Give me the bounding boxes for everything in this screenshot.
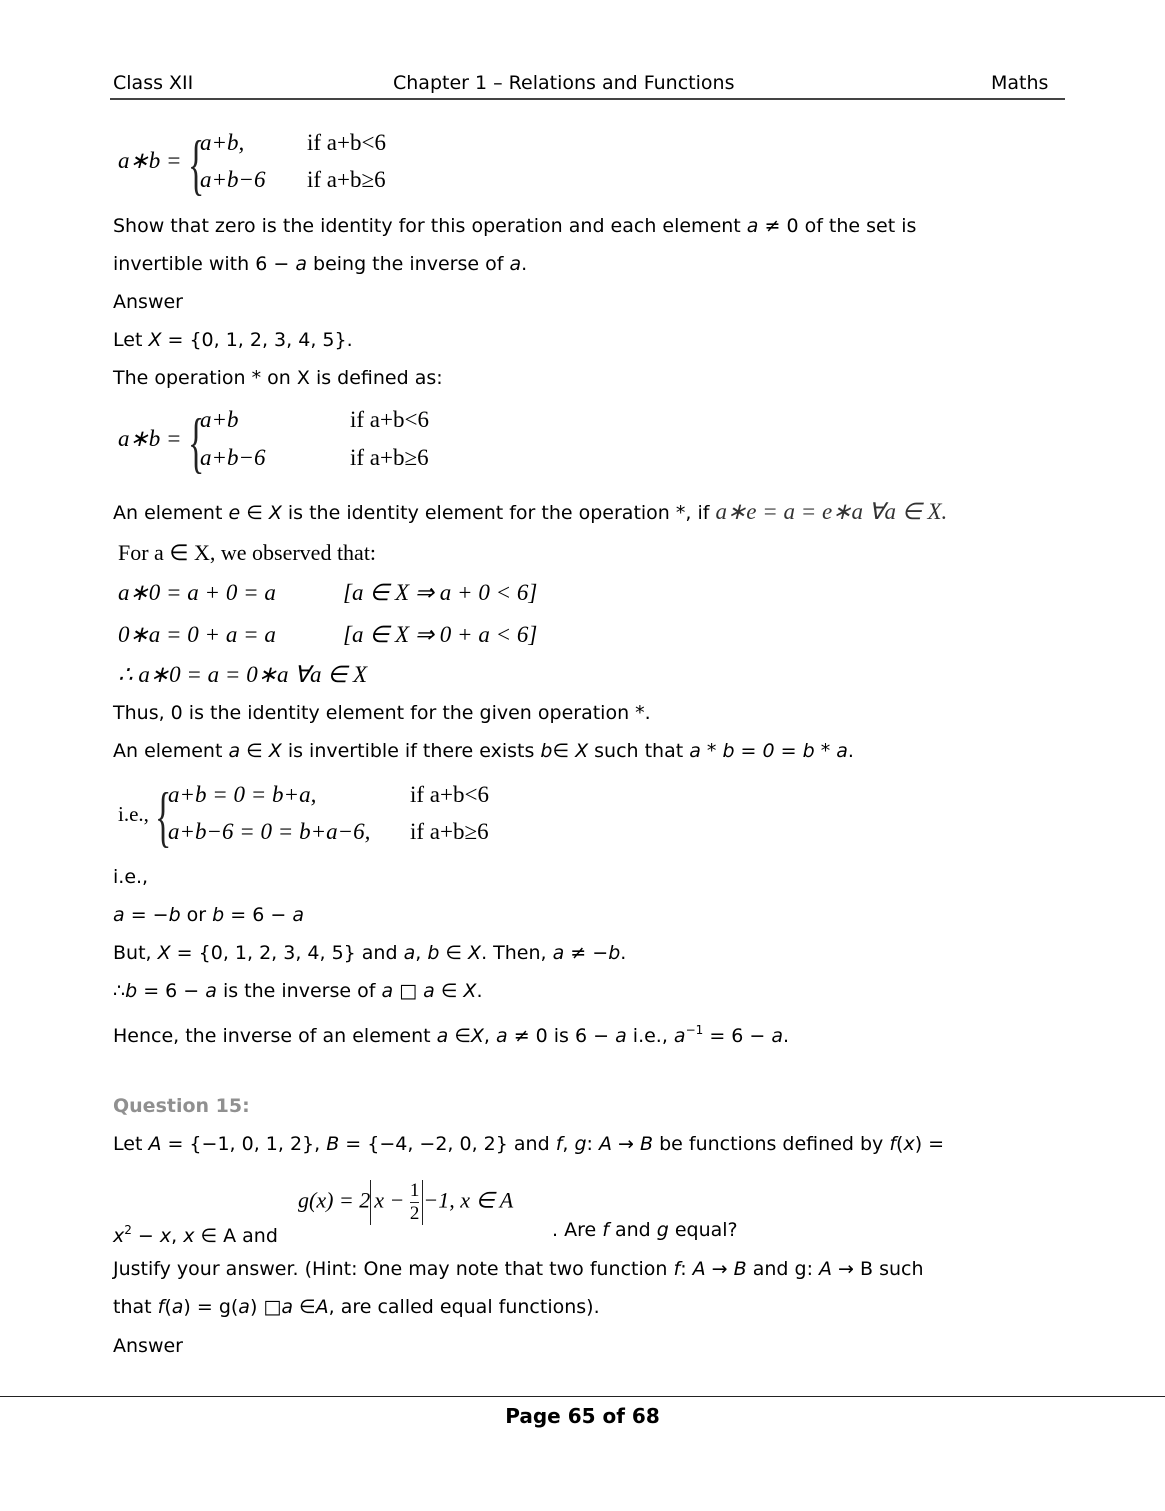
text: = {−4, −2, 0, 2} and — [339, 1133, 556, 1155]
text: ∈ A and — [194, 1225, 278, 1247]
var: b — [427, 942, 440, 964]
var: a — [771, 1025, 784, 1047]
text: ( — [164, 1296, 172, 1318]
var: a — [295, 253, 307, 275]
text: Justify your answer. (Hint: One may note that two function — [113, 1258, 674, 1280]
text: Show that zero is the identity for this operation and each element — [113, 215, 747, 237]
thus-line: Thus, 0 is the identity element for the given operation *. — [113, 702, 651, 724]
question-line-1 — [113, 214, 916, 238]
text: is the inverse of — [216, 980, 382, 1002]
fraction-denominator: 2 — [409, 1203, 420, 1224]
brace-icon: { — [155, 778, 172, 854]
var: f — [555, 1133, 563, 1155]
absolute-value — [370, 1180, 423, 1225]
text: = 6 − — [224, 904, 293, 926]
var: x — [159, 1225, 172, 1247]
var: a — [171, 1296, 184, 1318]
fraction-numerator: 1 — [409, 1180, 420, 1201]
var: a — [746, 215, 759, 237]
text: Hence, the inverse of an element — [113, 1025, 437, 1047]
text: , — [415, 942, 428, 964]
text: . — [847, 740, 854, 762]
var: a — [205, 980, 217, 1002]
var: b — [168, 904, 181, 926]
var: a — [403, 942, 416, 964]
var: x — [183, 1225, 195, 1247]
obs3-text: ∴ a∗0 = a = 0∗a ∀a ∈ X — [118, 662, 368, 687]
text: ∈ — [434, 980, 464, 1002]
var: A — [692, 1258, 706, 1280]
text: . Are — [552, 1219, 603, 1241]
text: invertible with 6 − — [113, 253, 296, 275]
g-rest: −1, x ∈ A — [423, 1187, 514, 1213]
def1-case1-expr — [200, 130, 244, 156]
def2-case1-cond: if a+b<6 — [350, 407, 429, 432]
var: b — [212, 904, 225, 926]
let-x-line — [113, 328, 353, 352]
answer-label: Answer — [113, 291, 183, 313]
header-class: Class XII — [113, 72, 194, 94]
var: a — [673, 1025, 686, 1047]
text: = 6 − — [137, 980, 206, 1002]
inv-case1-expr — [168, 782, 316, 808]
hence-line — [113, 1018, 789, 1048]
var: b — [540, 740, 553, 762]
text: that — [113, 1296, 158, 1318]
var: a — [292, 904, 304, 926]
text: ≠ 0 is 6 − — [507, 1025, 616, 1047]
g-function-formula — [298, 1180, 513, 1225]
missing-glyph-icon: ) □ — [249, 1296, 282, 1318]
var: x — [903, 1133, 915, 1155]
text: = {0, 1, 2, 3, 4, 5} and — [170, 942, 404, 964]
def1-case2-cond: if a+b≥6 — [307, 167, 386, 192]
var: A — [148, 1133, 162, 1155]
text: ∈ — [240, 740, 269, 762]
identity-math: a∗e = a = e∗a ∀a ∈ X. — [715, 499, 948, 524]
def2-case2-expr — [200, 445, 266, 471]
text: An element — [113, 502, 229, 524]
def1-case2-expr — [200, 167, 266, 193]
superscript: 2 — [124, 1223, 132, 1237]
header-chapter: Chapter 1 – Relations and Functions — [393, 72, 735, 94]
text: ≠ − — [564, 942, 609, 964]
question-15-heading: Question 15: — [113, 1095, 250, 1117]
observation-title: For a ∈ X, we observed that: — [118, 540, 377, 565]
var: a — [509, 253, 522, 275]
text: ∈ — [448, 1025, 471, 1047]
brace-icon: { — [188, 404, 205, 480]
observation-2-rhs — [343, 622, 537, 648]
text: But, — [113, 942, 158, 964]
invertible-def-line — [113, 739, 854, 763]
arrow-icon: → — [612, 1133, 640, 1155]
inv-case2-text: a+b−6 = 0 = b+a−6, — [168, 819, 371, 844]
text: An element — [113, 740, 229, 762]
def1-lhs-text: a∗b = — [118, 148, 182, 173]
var: B — [640, 1133, 654, 1155]
text: ∈ — [552, 740, 576, 762]
var: a — [113, 904, 125, 926]
def2-case1-expr-text: a+b — [200, 407, 239, 432]
q15-line-2-tail — [552, 1218, 738, 1242]
text: = {−1, 0, 1, 2}, — [161, 1133, 327, 1155]
var: X — [157, 942, 171, 964]
var: A — [599, 1133, 612, 1155]
observation-1-rhs — [343, 580, 537, 606]
var: X — [148, 329, 162, 351]
var: X — [468, 942, 482, 964]
var: X — [463, 980, 477, 1002]
text: ∈ — [240, 502, 269, 524]
text: equal? — [668, 1219, 738, 1241]
page-number: Page 65 of 68 — [505, 1404, 660, 1428]
var: a — [238, 1296, 250, 1318]
var: a — [552, 942, 565, 964]
var: a — [381, 980, 394, 1002]
var: X — [470, 1025, 484, 1047]
text: : — [680, 1258, 693, 1280]
var: B — [733, 1258, 747, 1280]
obs1-rhs-text: [a ∈ X ⇒ a + 0 < 6] — [343, 580, 538, 605]
g-abs-x: x − — [374, 1187, 405, 1213]
text: or — [180, 904, 213, 926]
var: f — [889, 1133, 897, 1155]
text: , are called equal functions). — [328, 1296, 600, 1318]
q15-line-2 — [113, 1218, 278, 1248]
var: b — [608, 942, 621, 964]
inv-case2-expr — [168, 819, 370, 845]
var: A — [315, 1296, 329, 1318]
var: a — [228, 740, 241, 762]
operation-def-line: The operation * on X is defined as: — [113, 367, 443, 389]
text: . — [521, 253, 528, 275]
missing-glyph-icon: □ — [393, 980, 424, 1002]
ie-label: i.e., — [118, 802, 149, 826]
text: ) = g( — [183, 1296, 239, 1318]
var: g — [656, 1219, 669, 1241]
text: , — [483, 1025, 496, 1047]
text: ( — [896, 1133, 904, 1155]
def1-case1-expr-text: a+b, — [200, 130, 245, 155]
var: X — [268, 502, 282, 524]
solution-line — [113, 903, 304, 927]
var: a — [436, 1025, 449, 1047]
var: g — [574, 1133, 587, 1155]
q15-line-4 — [113, 1295, 600, 1319]
obs2-lhs-text: 0∗a = 0 + a = a — [118, 622, 276, 647]
text: = 6 − — [703, 1025, 772, 1047]
def2-lhs-text: a∗b = — [118, 426, 182, 451]
def1-case1-cond: if a+b<6 — [307, 130, 386, 155]
brace-icon: { — [188, 126, 205, 202]
var: a — [423, 980, 435, 1002]
var: a — [496, 1025, 508, 1047]
header-subject: Maths — [991, 72, 1049, 94]
therefore-line — [113, 979, 483, 1003]
answer-label-2: Answer — [113, 1335, 183, 1357]
arrow-icon: → — [705, 1258, 734, 1280]
q15-line-1 — [113, 1132, 944, 1156]
observation-3 — [118, 662, 367, 688]
q15-line-3 — [113, 1257, 924, 1281]
obs2-rhs-text: [a ∈ X ⇒ 0 + a < 6] — [343, 622, 538, 647]
observation-2-lhs — [118, 622, 276, 648]
therefore-icon: ∴ — [113, 980, 126, 1002]
var: A — [819, 1258, 833, 1280]
def2-lhs — [118, 426, 182, 452]
def2-case1-expr — [200, 407, 239, 433]
text: . — [620, 942, 627, 964]
def1-case2-expr-text: a+b−6 — [200, 167, 266, 192]
var: X — [575, 740, 589, 762]
var: a — [615, 1025, 627, 1047]
footer-divider — [0, 1396, 1165, 1397]
var: b — [125, 980, 138, 1002]
text: being the inverse of — [306, 253, 510, 275]
text: is invertible if there exists — [281, 740, 541, 762]
inv-case1-text: a+b = 0 = b+a, — [168, 782, 317, 807]
text: Let — [113, 1133, 149, 1155]
text: such that — [588, 740, 690, 762]
text: : — [586, 1133, 599, 1155]
text: . — [476, 980, 483, 1002]
text: . Then, — [481, 942, 553, 964]
var: f — [673, 1258, 681, 1280]
inv-case1-cond: if a+b<6 — [410, 782, 489, 807]
var: a — [281, 1296, 294, 1318]
text: − — [131, 1225, 160, 1247]
text: be functions defined by — [653, 1133, 890, 1155]
def2-case2-cond: if a+b≥6 — [350, 445, 429, 470]
text: = − — [124, 904, 169, 926]
identity-def-line — [113, 500, 947, 525]
text: and g: — [746, 1258, 820, 1280]
var: a * b = 0 = b * a — [689, 740, 848, 762]
var: e — [228, 502, 241, 524]
text: and — [608, 1219, 657, 1241]
header-divider — [110, 98, 1065, 100]
fraction — [410, 1180, 420, 1225]
obs1-lhs-text: a∗0 = a + 0 = a — [118, 580, 276, 605]
text: ∈ — [293, 1296, 316, 1318]
text: → B such — [832, 1258, 924, 1280]
question-line-2 — [113, 252, 527, 276]
text: Let — [113, 329, 149, 351]
ie-line: i.e., — [113, 866, 149, 888]
text: . — [783, 1025, 790, 1047]
text: is the identity element for the operation *, if — [281, 502, 716, 524]
text: = {0, 1, 2, 3, 4, 5}. — [161, 329, 353, 351]
text: , — [562, 1133, 575, 1155]
g-lhs: g(x) = 2 — [298, 1187, 371, 1213]
def2-case2-expr-text: a+b−6 — [200, 445, 266, 470]
text: ≠ 0 of the set is — [758, 215, 917, 237]
var: f — [602, 1219, 609, 1241]
var: X — [268, 740, 282, 762]
var: f — [157, 1296, 165, 1318]
superscript: −1 — [685, 1023, 704, 1037]
var: B — [326, 1133, 340, 1155]
text: , — [171, 1225, 184, 1247]
observation-1-lhs — [118, 580, 276, 606]
inv-case2-cond: if a+b≥6 — [410, 819, 489, 844]
var: x — [113, 1225, 125, 1247]
but-line — [113, 941, 626, 965]
text: ) = — [914, 1133, 945, 1155]
text: i.e., — [626, 1025, 674, 1047]
def1-lhs — [118, 148, 182, 174]
text: ∈ — [439, 942, 469, 964]
